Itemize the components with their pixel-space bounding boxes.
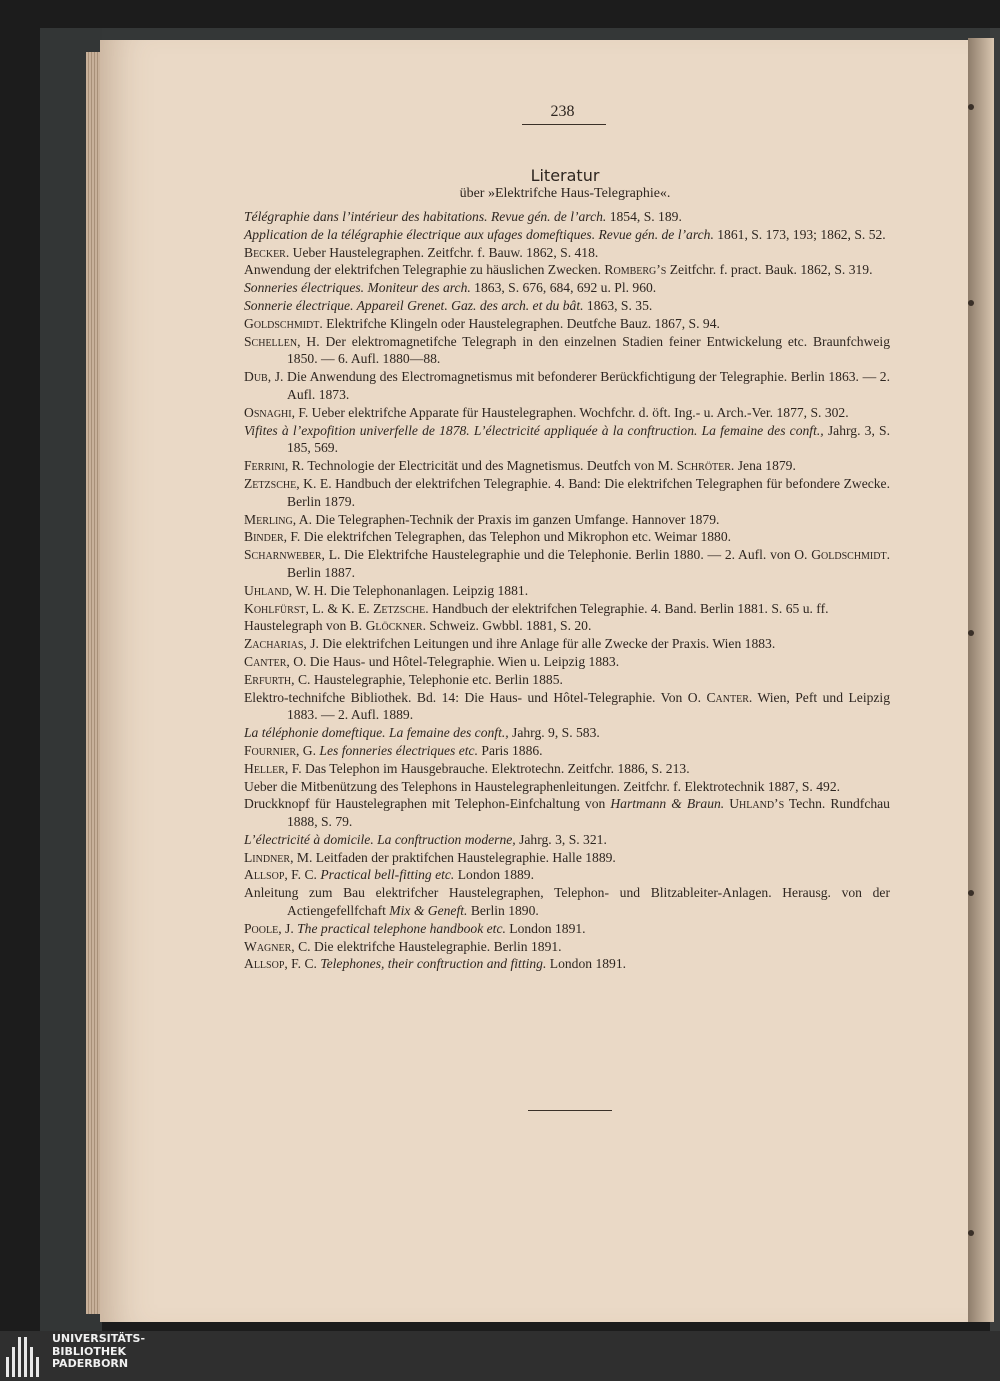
binding-stitch — [968, 890, 974, 896]
entry-text: Druckknopf für Haustelegraphen mit Telephon-Einfchaltung von — [244, 796, 611, 812]
entry-author: Uhland’s — [729, 796, 785, 812]
entry-author: Schellen, — [244, 333, 301, 349]
entry-text: 1854, S. 189. — [606, 209, 682, 224]
bibliography-entry — [244, 404, 890, 422]
library-footer — [0, 1331, 1000, 1381]
entry-text: London 1889. — [454, 867, 534, 883]
entry-text: K. E. Handbuch der elektrifchen Telegraphie. 4. Band: Die elektrifchen Telegraphen für befondere Zwecke. Berlin 1879. — [287, 475, 890, 509]
entry-text: F. Ueber elektrifche Apparate für Haustelegraphen. Wochfchr. d. öft. Ing.- u. Arch.-Ver. 1877, S. 302. — [295, 404, 849, 420]
entry-text: Jena 1879. — [734, 458, 796, 474]
entry-author: Zacharias, — [244, 636, 307, 652]
bibliography-entry — [244, 582, 890, 600]
entry-author: Binder, — [244, 529, 288, 545]
entry-text: London 1891. — [546, 956, 627, 972]
bibliography-entry — [244, 831, 890, 849]
entry-text: R. Technologie der Electricität und des Magnetismus. Deutfch von M. — [288, 458, 677, 474]
bibliography-entry — [244, 955, 890, 973]
bibliography-entry — [244, 778, 890, 796]
entry-text: J. Die elektrifchen Leitungen und ihre Anlage für alle Zwecke der Praxis. Wien 1883. — [306, 636, 776, 652]
binding-stitch — [968, 1230, 974, 1236]
entry-title: L’électricité à domicile. La conftruction moderne, — [244, 831, 516, 847]
bibliography-entry — [244, 297, 890, 315]
bibliography-entry — [244, 333, 890, 369]
bibliography-entry — [244, 600, 890, 618]
bibliography-entry — [244, 261, 890, 279]
entry-author: Kohlfürst, — [244, 600, 309, 616]
entry-title: Sonnerie électrique. Appareil Grenet. Gaz. des arch. et du bât. — [244, 297, 584, 313]
library-logo-text — [52, 1333, 145, 1371]
entry-author: Romberg’s — [604, 262, 667, 278]
bibliography-entry — [244, 279, 890, 297]
bibliography-entry — [244, 635, 890, 653]
entry-text: 1863, S. 35. — [583, 297, 653, 313]
entry-text: C. Die elektrifche Haustelegraphie. Berlin 1891. — [294, 938, 562, 954]
entry-author: Lindner, — [244, 849, 294, 865]
page-number-rule — [522, 124, 606, 125]
entry-author: Merling, — [244, 511, 297, 527]
entry-author: Scharnweber, — [244, 547, 325, 563]
entry-text: Ueber die Mitbenützung des Telephons in Haustelegraphenleitungen. Zeitfchr. f. Elektrotechnik 1887, S. 492. — [244, 778, 841, 794]
entry-text: Anwendung der elektrifchen Telegraphie zu häuslichen Zwecken. — [244, 262, 605, 278]
entry-author: Schröter. — [676, 458, 735, 474]
bibliography-entry — [244, 475, 890, 511]
entry-author: Allsop, — [244, 956, 288, 972]
entry-author: Poole, — [244, 920, 282, 936]
entry-text: G. — [299, 742, 320, 758]
entry-text: A. Die Telegraphen-Technik der Praxis im ganzen Umfange. Hannover 1879. — [296, 511, 720, 527]
bibliography-entry — [244, 653, 890, 671]
bibliography-entry — [244, 742, 890, 760]
bibliography-entry — [244, 866, 890, 884]
bibliography-entry — [244, 671, 890, 689]
entry-text: Jahrg. 3, S. 321. — [515, 831, 607, 847]
entry-text: F. C. — [287, 956, 321, 972]
bibliography-entry — [244, 760, 890, 778]
entry-text: Jahrg. 3, S. 185, 569. — [287, 422, 891, 456]
entry-author: Heller, — [244, 760, 289, 776]
bibliography-entry — [244, 920, 890, 938]
entry-author: Erfurth, — [244, 671, 295, 687]
entry-author: Ferrini, — [244, 458, 289, 474]
entry-author: Osnaghi, — [244, 404, 295, 420]
page-subtitle: über »Elektrifche Haus-Telegraphie«. — [459, 186, 671, 201]
bibliography-entry — [244, 849, 890, 867]
entry-text: Anleitung zum Bau elektrifcher Haustelegraphen, Telephon- und Blitzableiter-Anlagen. Herausg. von der Actiengefellfchaft — [244, 885, 890, 919]
library-name-line2: BIBLIOTHEK — [52, 1344, 127, 1358]
bibliography-entry — [244, 457, 890, 475]
entry-text: O. Die Haus- und Hôtel-Telegraphie. Wien u. Leipzig 1883. — [289, 653, 620, 669]
entry-author: Becker. — [244, 244, 290, 260]
bibliography-entry — [244, 617, 890, 635]
entry-text: Ueber Haustelegraphen. Zeitfchr. f. Bauw. 1862, S. 418. — [289, 244, 599, 260]
bibliography-entry — [244, 511, 890, 529]
entry-title: Application de la télégraphie électrique aux ufages domeftiques. Revue gén. de l’arch. — [244, 226, 714, 242]
entry-text: Paris 1886. — [477, 742, 543, 758]
bibliography-entry — [244, 226, 890, 244]
bibliography-entry — [244, 689, 890, 725]
entry-text: C. Haustelegraphie, Telephonie etc. Berlin 1885. — [294, 671, 563, 687]
bibliography-entry — [244, 368, 890, 404]
entry-author: Fournier, — [244, 742, 300, 758]
bibliography-entry — [244, 795, 890, 831]
entry-author: Uhland, — [244, 582, 293, 598]
binding-stitch — [968, 104, 974, 110]
entry-text: Berlin 1890. — [467, 903, 539, 919]
bibliography-list — [244, 208, 890, 973]
binding-stitch — [968, 300, 974, 306]
bibliography-entry — [244, 244, 890, 262]
entry-text: L. & K. E. — [308, 600, 374, 616]
entry-text: W. H. Die Telephonanlagen. Leipzig 1881. — [292, 582, 529, 598]
entry-text: Wien, Peft und Leipzig 1883. — 2. Aufl. 1889. — [287, 689, 890, 723]
entry-title: Telephones, their conftruction and fitting. — [320, 956, 547, 972]
entry-author: Dub, — [244, 369, 272, 385]
entry-title: Sonneries électriques. Moniteur des arch. — [244, 280, 471, 296]
entry-title: La téléphonie domeftique. La femaine des conft., — [244, 725, 509, 741]
entry-title: Mix & Geneft. — [389, 903, 468, 919]
entry-author: Glöckner. — [365, 618, 426, 634]
entry-author: Canter, — [244, 653, 290, 669]
entry-text: Elektro-technifche Bibliothek. Bd. 14: Die Haus- und Hôtel-Telegraphie. Von O. — [244, 689, 707, 705]
entry-text: J. Die Anwendung des Electromagnetismus mit befonderer Berückfichtigung der Telegraphie. Berlin 1863. — 2. Aufl. 1873. — [271, 369, 890, 402]
library-name-line3: PADERBORN — [52, 1357, 129, 1370]
end-rule — [528, 1110, 612, 1111]
entry-author: Zetzsche, — [244, 475, 300, 491]
facing-page-edge — [968, 38, 994, 1322]
entry-title: Les fonneries électriques etc. — [319, 742, 478, 758]
entry-text: Elektrifche Klingeln oder Haustelegraphen. Deutfche Bauz. 1867, S. 94. — [322, 315, 720, 331]
bibliography-entry — [244, 724, 890, 742]
entry-text: F. Die elektrifchen Telegraphen, das Telephon und Mikrophon etc. Weimar 1880. — [287, 529, 732, 545]
entry-author: Goldschmidt. — [811, 547, 890, 563]
entry-text: M. Leitfaden der praktifchen Haustelegraphie. Halle 1889. — [293, 849, 616, 865]
entry-title: Vifites à l’expofition univerfelle de 1878. L’électricité appliquée à la conftruction. La femaine des conft., — [244, 422, 824, 438]
bibliography-entry — [244, 884, 890, 920]
bibliography-entry — [244, 315, 890, 333]
entry-text: Zeitfchr. f. pract. Bauk. 1862, S. 319. — [666, 262, 873, 278]
library-logo-icon — [6, 1337, 42, 1377]
entry-text: London 1891. — [505, 920, 586, 936]
bibliography-entry — [244, 938, 890, 956]
entry-text: H. Der elektromagnetifche Telegraph in den einzelnen Stadien feiner Entwickelung etc. Braunfchweig 1850. — 6. Aufl. 1880—88. — [287, 333, 890, 367]
entry-author: Wagner, — [244, 938, 295, 954]
entry-text: Jahrg. 9, S. 583. — [508, 725, 600, 741]
binding-stitch — [968, 630, 974, 636]
entry-text: 1861, S. 173, 193; 1862, S. 52. — [713, 226, 886, 242]
entry-title: Hartmann & Braun. — [610, 796, 725, 812]
entry-text: Schweiz. Gwbbl. 1881, S. 20. — [426, 618, 592, 634]
entry-title: Practical bell-fitting etc. — [320, 867, 455, 883]
entry-text: F. Das Telephon im Hausgebrauche. Elektrotechn. Zeitfchr. 1886, S. 213. — [288, 760, 690, 776]
entry-text: Berlin 1887. — [287, 564, 355, 580]
entry-author: Canter. — [706, 689, 753, 705]
bibliography-entry — [244, 422, 890, 458]
entry-text: Haustelegraph von B. — [244, 618, 366, 634]
page-title: Literatur — [530, 166, 600, 185]
entry-text: 1863, S. 676, 684, 692 u. Pl. 960. — [470, 280, 657, 296]
entry-text: J. — [281, 920, 298, 936]
entry-text: L. Die Elektrifche Haustelegraphie und die Telephonie. Berlin 1880. — 2. Aufl. von O. — [324, 547, 812, 563]
entry-text: F. C. — [287, 867, 321, 883]
page-number: 238 — [550, 103, 575, 120]
bibliography-entry — [244, 208, 890, 226]
entry-author: Goldschmidt. — [244, 315, 323, 331]
bibliography-entry — [244, 528, 890, 546]
entry-author: Zetzsche. — [373, 600, 429, 616]
entry-text: Techn. Rundfchau 1888, S. 79. — [287, 796, 890, 830]
bibliography-entry — [244, 546, 890, 582]
entry-title: Télégraphie dans l’intérieur des habitations. Revue gén. de l’arch. — [244, 209, 607, 224]
entry-title: The practical telephone handbook etc. — [297, 920, 506, 936]
entry-text: Handbuch der elektrifchen Telegraphie. 4. Band. Berlin 1881. S. 65 u. ff. — [428, 600, 829, 616]
library-name-line1: UNIVERSITÄTS- — [52, 1332, 146, 1345]
entry-author: Allsop, — [244, 867, 288, 883]
